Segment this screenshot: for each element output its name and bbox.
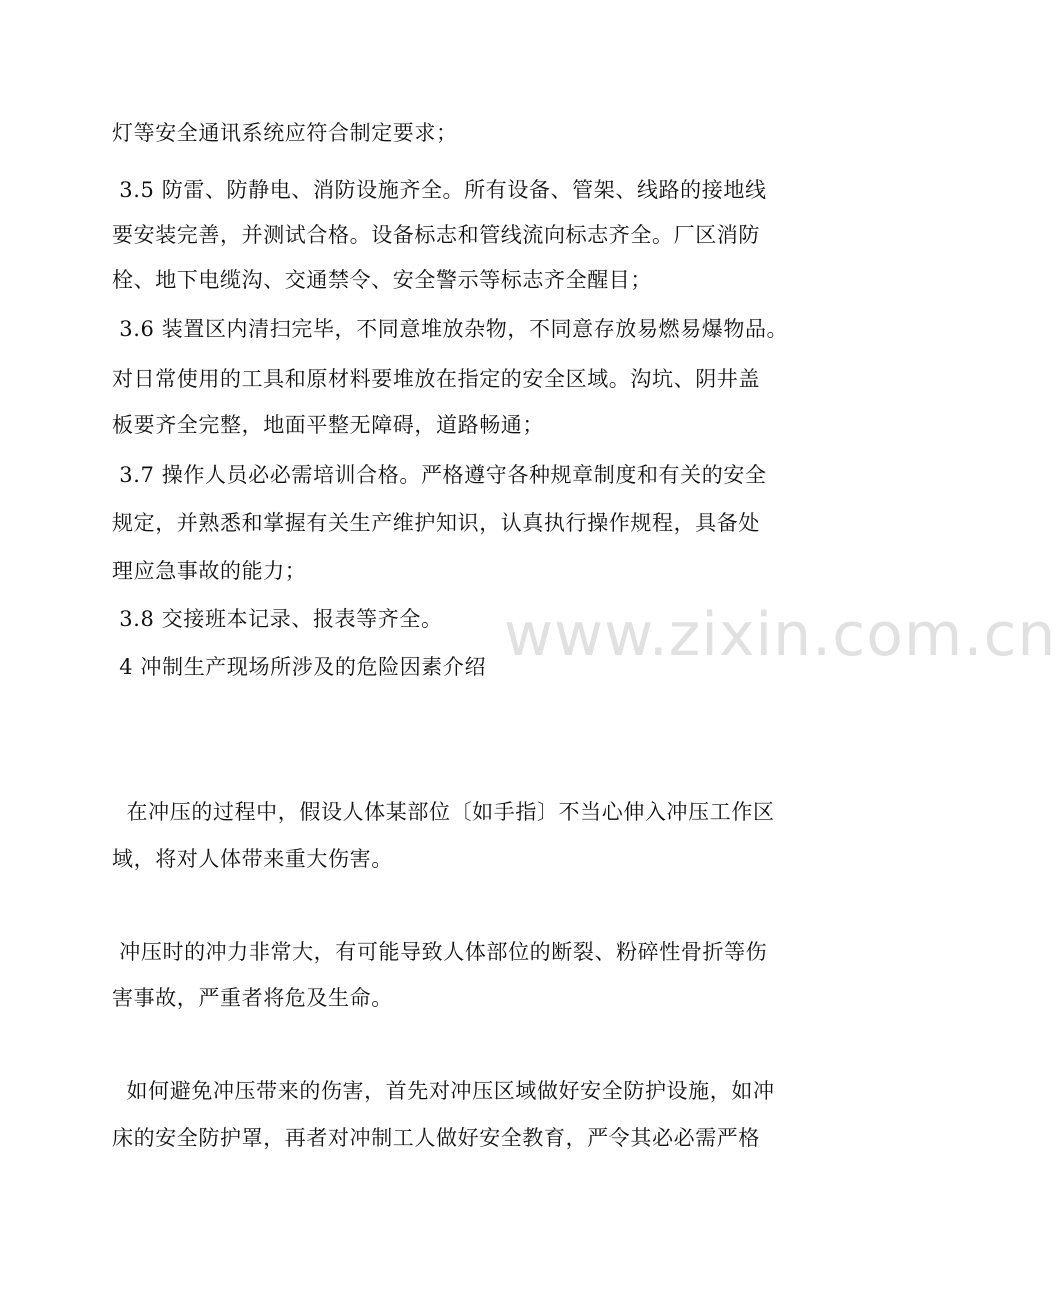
text-line-14: 域，将对人体带来重大伤害。 bbox=[112, 847, 393, 871]
text-line-2: 3.5 防雷、防静电、消防设施齐全。所有设备、管架、线路的接地线 bbox=[112, 178, 767, 202]
text-line-7: 板要齐全完整，地面平整无障碍，道路畅通； bbox=[112, 413, 544, 437]
text-line-11: 3.8 交接班本记录、报表等齐全。 bbox=[112, 607, 443, 631]
section-heading: 4 冲制生产现场所涉及的危险因素介绍 bbox=[112, 655, 487, 679]
text-line-4: 栓、地下电缆沟、交通禁令、安全警示等标志齐全醒目； bbox=[112, 268, 652, 292]
text-line-1: 灯等安全通讯系统应符合制定要求； bbox=[112, 121, 458, 145]
text-line-15: 冲压时的冲力非常大，有可能导致人体部位的断裂、粉碎性骨折等伤 bbox=[112, 940, 768, 964]
text-line-18: 床的安全防护罩，再者对冲制工人做好安全教育，严令其必必需严格 bbox=[112, 1126, 760, 1150]
text-line-8: 3.7 操作人员必必需培训合格。严格遵守各种规章制度和有关的安全 bbox=[112, 463, 767, 487]
text-line-5: 3.6 装置区内清扫完毕，不同意堆放杂物，不同意存放易燃易爆物品。 bbox=[112, 317, 789, 341]
text-line-3: 要安装完善，并测试合格。设备标志和管线流向标志齐全。厂区消防 bbox=[112, 223, 760, 247]
site-watermark: www.zixin.com.cn bbox=[504, 600, 1056, 670]
text-line-6: 对日常使用的工具和原材料要堆放在指定的安全区域。沟坑、阴井盖 bbox=[112, 367, 760, 391]
text-line-9: 规定，并熟悉和掌握有关生产维护知识，认真执行操作规程，具备处 bbox=[112, 511, 760, 535]
text-line-17: 如何避免冲压带来的伤害，首先对冲压区域做好安全防护设施，如冲 bbox=[112, 1079, 775, 1103]
text-line-16: 害事故，严重者将危及生命。 bbox=[112, 986, 393, 1010]
text-line-10: 理应急事故的能力； bbox=[112, 559, 307, 583]
text-line-13: 在冲压的过程中，假设人体某部位〔如手指〕不当心伸入冲压工作区 bbox=[112, 800, 775, 824]
